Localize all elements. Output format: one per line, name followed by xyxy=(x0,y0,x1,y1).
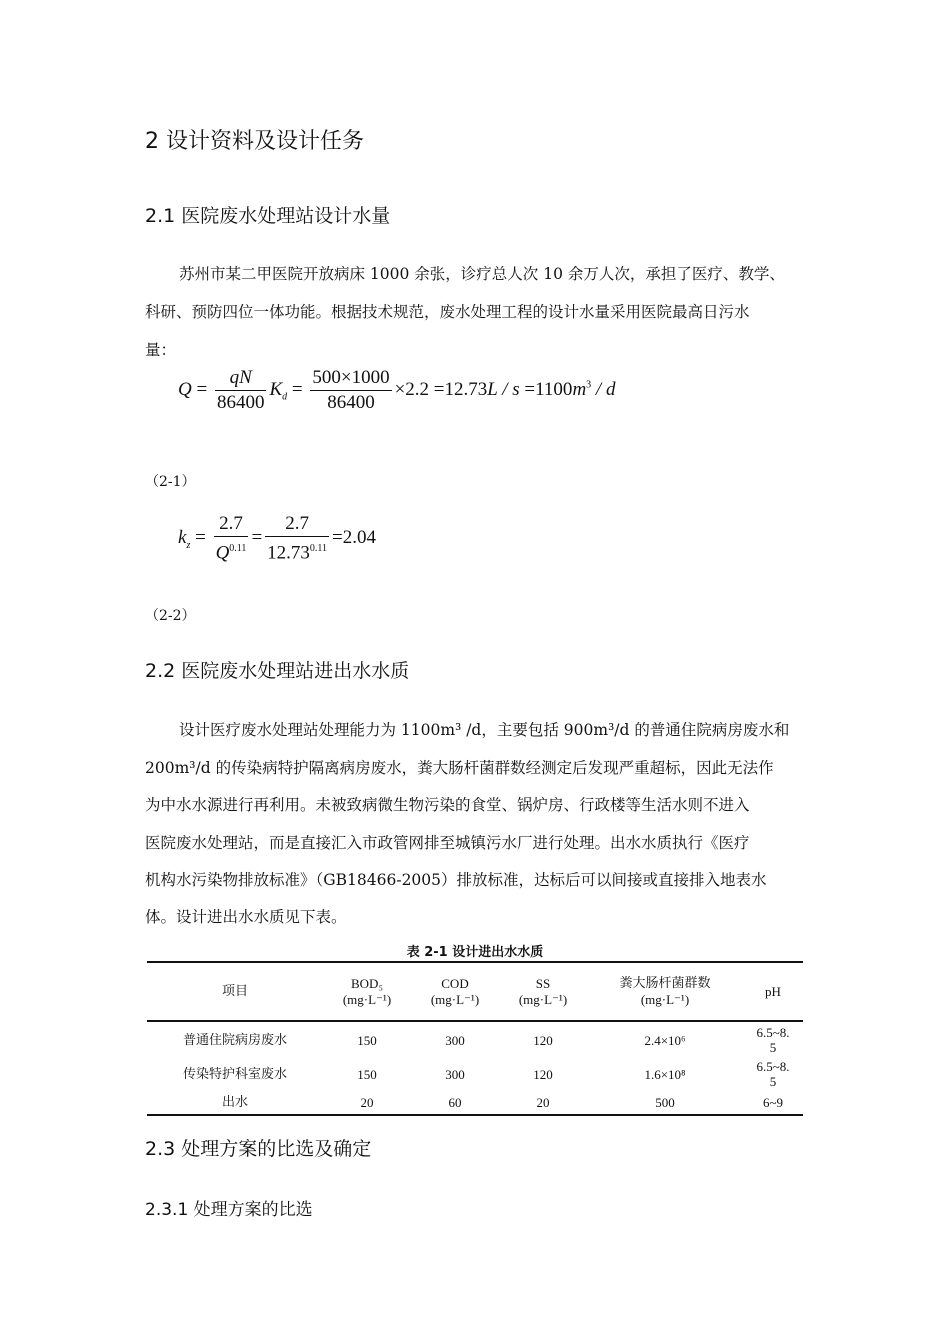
heading-section-2: 2 设计资料及设计任务 xyxy=(145,129,364,154)
paragraph-2-line-4: 医院废水处理站，而是直接汇入市政管网排至城镇污水厂进行处理。出水水质执行《医疗 xyxy=(145,834,750,852)
table-row xyxy=(147,1058,803,1090)
water-quality-table xyxy=(147,961,803,1116)
table-cell: 6~9 xyxy=(743,1090,803,1115)
equation-2-2: $k_z$ = $\frac{2.7}{Q^{0.11}}$ = $\frac{2.7}{12.73^{0.11}}$ =2.04 xyxy=(178,513,377,564)
heading-section-2-3: 2.3 处理方案的比选及确定 xyxy=(145,1138,372,1160)
table-cell: 300 xyxy=(445,1066,465,1082)
heading-section-2-2: 2.2 医院废水处理站进出水水质 xyxy=(145,660,410,682)
table-header-item: 项目 xyxy=(147,962,323,1021)
paragraph-1-line-3: 量： xyxy=(145,341,177,359)
table-cell: 普通住院病房废水 xyxy=(182,1032,287,1048)
table-cell: 120 xyxy=(533,1032,553,1048)
table-cell: 500 xyxy=(587,1090,743,1115)
table-header-ph: pH xyxy=(743,962,803,1021)
table-header-cod: COD (mg·L⁻¹) xyxy=(411,962,499,1021)
table-header-ss: SS (mg·L⁻¹) xyxy=(499,962,587,1021)
equation-2-1: Q = $\frac{qN}{86400}$ $K_d$ = $\frac{500\times 1000}{86400}$ $\times 2.2 =12.73L / s =1100m^3 / d$ xyxy=(178,367,616,413)
equation-number-2-1: （2-1） xyxy=(145,474,196,490)
table-cell: 300 xyxy=(445,1032,465,1048)
table-row xyxy=(147,1021,803,1058)
table-header-row xyxy=(147,962,803,1021)
heading-section-2-3-1: 2.3.1 处理方案的比选 xyxy=(145,1200,313,1220)
table-cell: 6.5~8. 5 xyxy=(756,1025,790,1055)
table-cell: 2.4×10⁶ xyxy=(644,1032,686,1048)
paragraph-2-line-6: 体。设计进出水水质见下表。 xyxy=(145,908,347,926)
table-cell: 150 xyxy=(357,1032,377,1048)
equation-number-2-2: （2-2） xyxy=(145,608,196,624)
paragraph-2-line-2: 200m³/d 的传染病特护隔离病房废水，粪大肠杆菌群数经测定后发现严重超标，因此无法作 xyxy=(145,759,774,777)
table-row xyxy=(147,1090,803,1115)
table-cell: 6.5~8. 5 xyxy=(756,1059,790,1089)
table-header-fecal-coliform: 粪大肠杆菌群数 (mg·L⁻¹) xyxy=(587,962,743,1021)
equation-2-1-fraction-1: $\frac{qN}{86400}$ xyxy=(216,367,265,413)
table-header-bod5: BOD₅ (mg·L⁻¹) xyxy=(323,962,411,1021)
paragraph-1-line-1: 苏州市某二甲医院开放病床 1000 余张，诊疗总人次 10 余万人次，承担了医疗、教学、 xyxy=(179,265,785,283)
equation-2-2-fraction-1: $\frac{2.7}{Q^{0.11}}$ xyxy=(215,513,247,564)
table-caption: 表 2-1 设计进出水水质 xyxy=(406,945,544,960)
table-cell: 传染特护科室废水 xyxy=(182,1066,287,1082)
table-cell: 20 xyxy=(323,1090,411,1115)
paragraph-1-line-2: 科研、预防四位一体功能。根据技术规范，废水处理工程的设计水量采用医院最高日污水 xyxy=(145,303,750,321)
table-cell: 1.6×10⁸ xyxy=(644,1066,686,1082)
table-cell: 150 xyxy=(357,1066,377,1082)
heading-section-2-1: 2.1 医院废水处理站设计水量 xyxy=(145,205,391,227)
equation-2-1-fraction-2: $\frac{500\times 1000}{86400}$ xyxy=(312,367,390,413)
table-cell: 出水 xyxy=(147,1090,323,1115)
paragraph-2-line-1: 设计医疗废水处理站处理能力为 1100m³ /d，主要包括 900m³/d 的普通住院病房废水和 xyxy=(179,721,790,739)
table-cell: 120 xyxy=(533,1066,553,1082)
table-cell: 20 xyxy=(499,1090,587,1115)
paragraph-2-line-5: 机构水污染物排放标准》（GB18466-2005）排放标准，达标后可以间接或直接排入地表水 xyxy=(145,871,767,889)
equation-2-2-fraction-2: $\frac{2.7}{12.73^{0.11}}$ xyxy=(267,513,328,564)
paragraph-2-line-3: 为中水水源进行再利用。未被致病微生物污染的食堂、锅炉房、行政楼等生活水则不进入 xyxy=(145,796,750,814)
table-cell: 60 xyxy=(411,1090,499,1115)
